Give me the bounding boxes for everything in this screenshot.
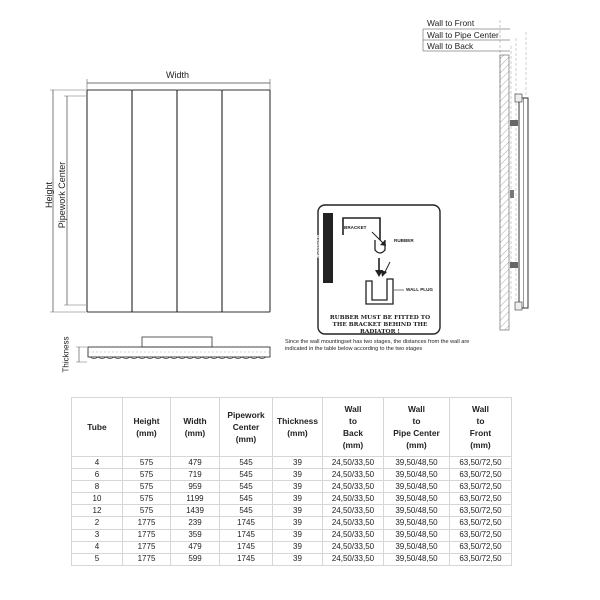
header-wall-to-back: Wall to Back (mm) — [323, 398, 384, 457]
cell-wall-to-back: 24,50/33,50 — [323, 481, 384, 493]
cell-tube: 8 — [72, 481, 123, 493]
cell-width: 1439 — [171, 505, 220, 517]
cell-wall-to-front: 63,50/72,50 — [450, 493, 512, 505]
cell-tube: 10 — [72, 493, 123, 505]
cell-wall-to-front: 63,50/72,50 — [450, 469, 512, 481]
cell-thickness: 39 — [273, 457, 323, 469]
cell-height: 1775 — [123, 541, 171, 553]
cell-width: 959 — [171, 481, 220, 493]
cell-thickness: 39 — [273, 493, 323, 505]
header-pipework-center: Pipework Center (mm) — [220, 398, 273, 457]
table-row — [72, 457, 512, 469]
cell-pipework-center: 545 — [220, 457, 273, 469]
cell-width: 239 — [171, 517, 220, 529]
cell-wall-to-pipe-center: 39,50/48,50 — [384, 457, 450, 469]
cell-wall-to-front: 63,50/72,50 — [450, 481, 512, 493]
cell-width: 359 — [171, 529, 220, 541]
cell-wall-to-pipe-center: 39,50/48,50 — [384, 553, 450, 565]
cell-thickness: 39 — [273, 517, 323, 529]
cell-wall-to-back: 24,50/33,50 — [323, 493, 384, 505]
cell-wall-to-back: 24,50/33,50 — [323, 517, 384, 529]
cell-height: 575 — [123, 457, 171, 469]
cell-width: 479 — [171, 541, 220, 553]
table-header-row — [72, 398, 512, 457]
header-wall-to-pipe-center: Wall to Pipe Center (mm) — [384, 398, 450, 457]
bracket-tag: BRACKET — [344, 225, 367, 230]
rubber-warning: RUBBER MUST BE FITTED TO THE BRACKET BEHIND THE RADIATOR ! — [329, 315, 431, 335]
cell-height: 575 — [123, 493, 171, 505]
table-row — [72, 469, 512, 481]
cell-wall-to-pipe-center: 39,50/48,50 — [384, 493, 450, 505]
cell-wall-to-front: 63,50/72,50 — [450, 553, 512, 565]
cell-wall-to-back: 24,50/33,50 — [323, 553, 384, 565]
mounting-note: Since the wall mountingset has two stages, the distances from the wall are indicated in the table below according to the two stages — [285, 339, 470, 353]
cell-height: 575 — [123, 481, 171, 493]
table-row — [72, 505, 512, 517]
cell-width: 719 — [171, 469, 220, 481]
cell-height: 1775 — [123, 517, 171, 529]
cell-wall-to-front: 63,50/72,50 — [450, 541, 512, 553]
cell-tube: 3 — [72, 529, 123, 541]
cell-thickness: 39 — [273, 529, 323, 541]
header-height: Height (mm) — [123, 398, 171, 457]
cell-wall-to-pipe-center: 39,50/48,50 — [384, 541, 450, 553]
spec-table — [71, 397, 512, 566]
cell-wall-to-back: 24,50/33,50 — [323, 541, 384, 553]
cell-wall-to-pipe-center: 39,50/48,50 — [384, 481, 450, 493]
cell-tube: 4 — [72, 541, 123, 553]
header-wall-to-front: Wall to Front (mm) — [450, 398, 512, 457]
cell-thickness: 39 — [273, 505, 323, 517]
radiator-tag: RADIATOR — [314, 235, 320, 258]
header-width: Width (mm) — [171, 398, 220, 457]
table-row — [72, 529, 512, 541]
cell-pipework-center: 545 — [220, 493, 273, 505]
cell-width: 1199 — [171, 493, 220, 505]
wall-to-back-label: Wall to Back — [427, 41, 474, 51]
table-row — [72, 517, 512, 529]
cell-wall-to-pipe-center: 39,50/48,50 — [384, 469, 450, 481]
header-thickness: Thickness (mm) — [273, 398, 323, 457]
thickness-label: Thickness — [61, 336, 71, 373]
cell-wall-to-front: 63,50/72,50 — [450, 529, 512, 541]
wall-to-pipe-center-label: Wall to Pipe Center — [427, 30, 499, 40]
cell-pipework-center: 1745 — [220, 517, 273, 529]
cell-pipework-center: 545 — [220, 481, 273, 493]
cell-height: 575 — [123, 505, 171, 517]
cell-tube: 4 — [72, 457, 123, 469]
cell-wall-to-back: 24,50/33,50 — [323, 529, 384, 541]
wall-to-front-label: Wall to Front — [427, 18, 475, 28]
wall-plug-tag: WALL PLUG — [406, 287, 433, 292]
cell-wall-to-front: 63,50/72,50 — [450, 457, 512, 469]
cell-thickness: 39 — [273, 481, 323, 493]
cell-wall-to-front: 63,50/72,50 — [450, 517, 512, 529]
table-row — [72, 553, 512, 565]
table-row — [72, 541, 512, 553]
cell-pipework-center: 545 — [220, 505, 273, 517]
cell-wall-to-back: 24,50/33,50 — [323, 457, 384, 469]
height-label: Height — [44, 182, 54, 209]
cell-pipework-center: 1745 — [220, 529, 273, 541]
cell-tube: 12 — [72, 505, 123, 517]
rubber-tag: RUBBER — [394, 238, 414, 243]
header-tube: Tube — [72, 398, 123, 457]
table-row — [72, 481, 512, 493]
cell-tube: 2 — [72, 517, 123, 529]
cell-wall-to-back: 24,50/33,50 — [323, 469, 384, 481]
cell-wall-to-back: 24,50/33,50 — [323, 505, 384, 517]
cell-width: 599 — [171, 553, 220, 565]
cell-wall-to-pipe-center: 39,50/48,50 — [384, 529, 450, 541]
cell-pipework-center: 1745 — [220, 553, 273, 565]
cell-height: 575 — [123, 469, 171, 481]
cell-tube: 6 — [72, 469, 123, 481]
cell-width: 479 — [171, 457, 220, 469]
cell-pipework-center: 545 — [220, 469, 273, 481]
table-row — [72, 493, 512, 505]
cell-tube: 5 — [72, 553, 123, 565]
cell-thickness: 39 — [273, 541, 323, 553]
cell-thickness: 39 — [273, 469, 323, 481]
table-body — [72, 457, 512, 566]
width-label: Width — [166, 70, 190, 80]
cell-thickness: 39 — [273, 553, 323, 565]
cell-height: 1775 — [123, 553, 171, 565]
cell-pipework-center: 1745 — [220, 541, 273, 553]
cell-wall-to-pipe-center: 39,50/48,50 — [384, 505, 450, 517]
cell-height: 1775 — [123, 529, 171, 541]
cell-wall-to-front: 63,50/72,50 — [450, 505, 512, 517]
cell-wall-to-pipe-center: 39,50/48,50 — [384, 517, 450, 529]
pipework-center-label: Pipework Center — [57, 161, 67, 229]
